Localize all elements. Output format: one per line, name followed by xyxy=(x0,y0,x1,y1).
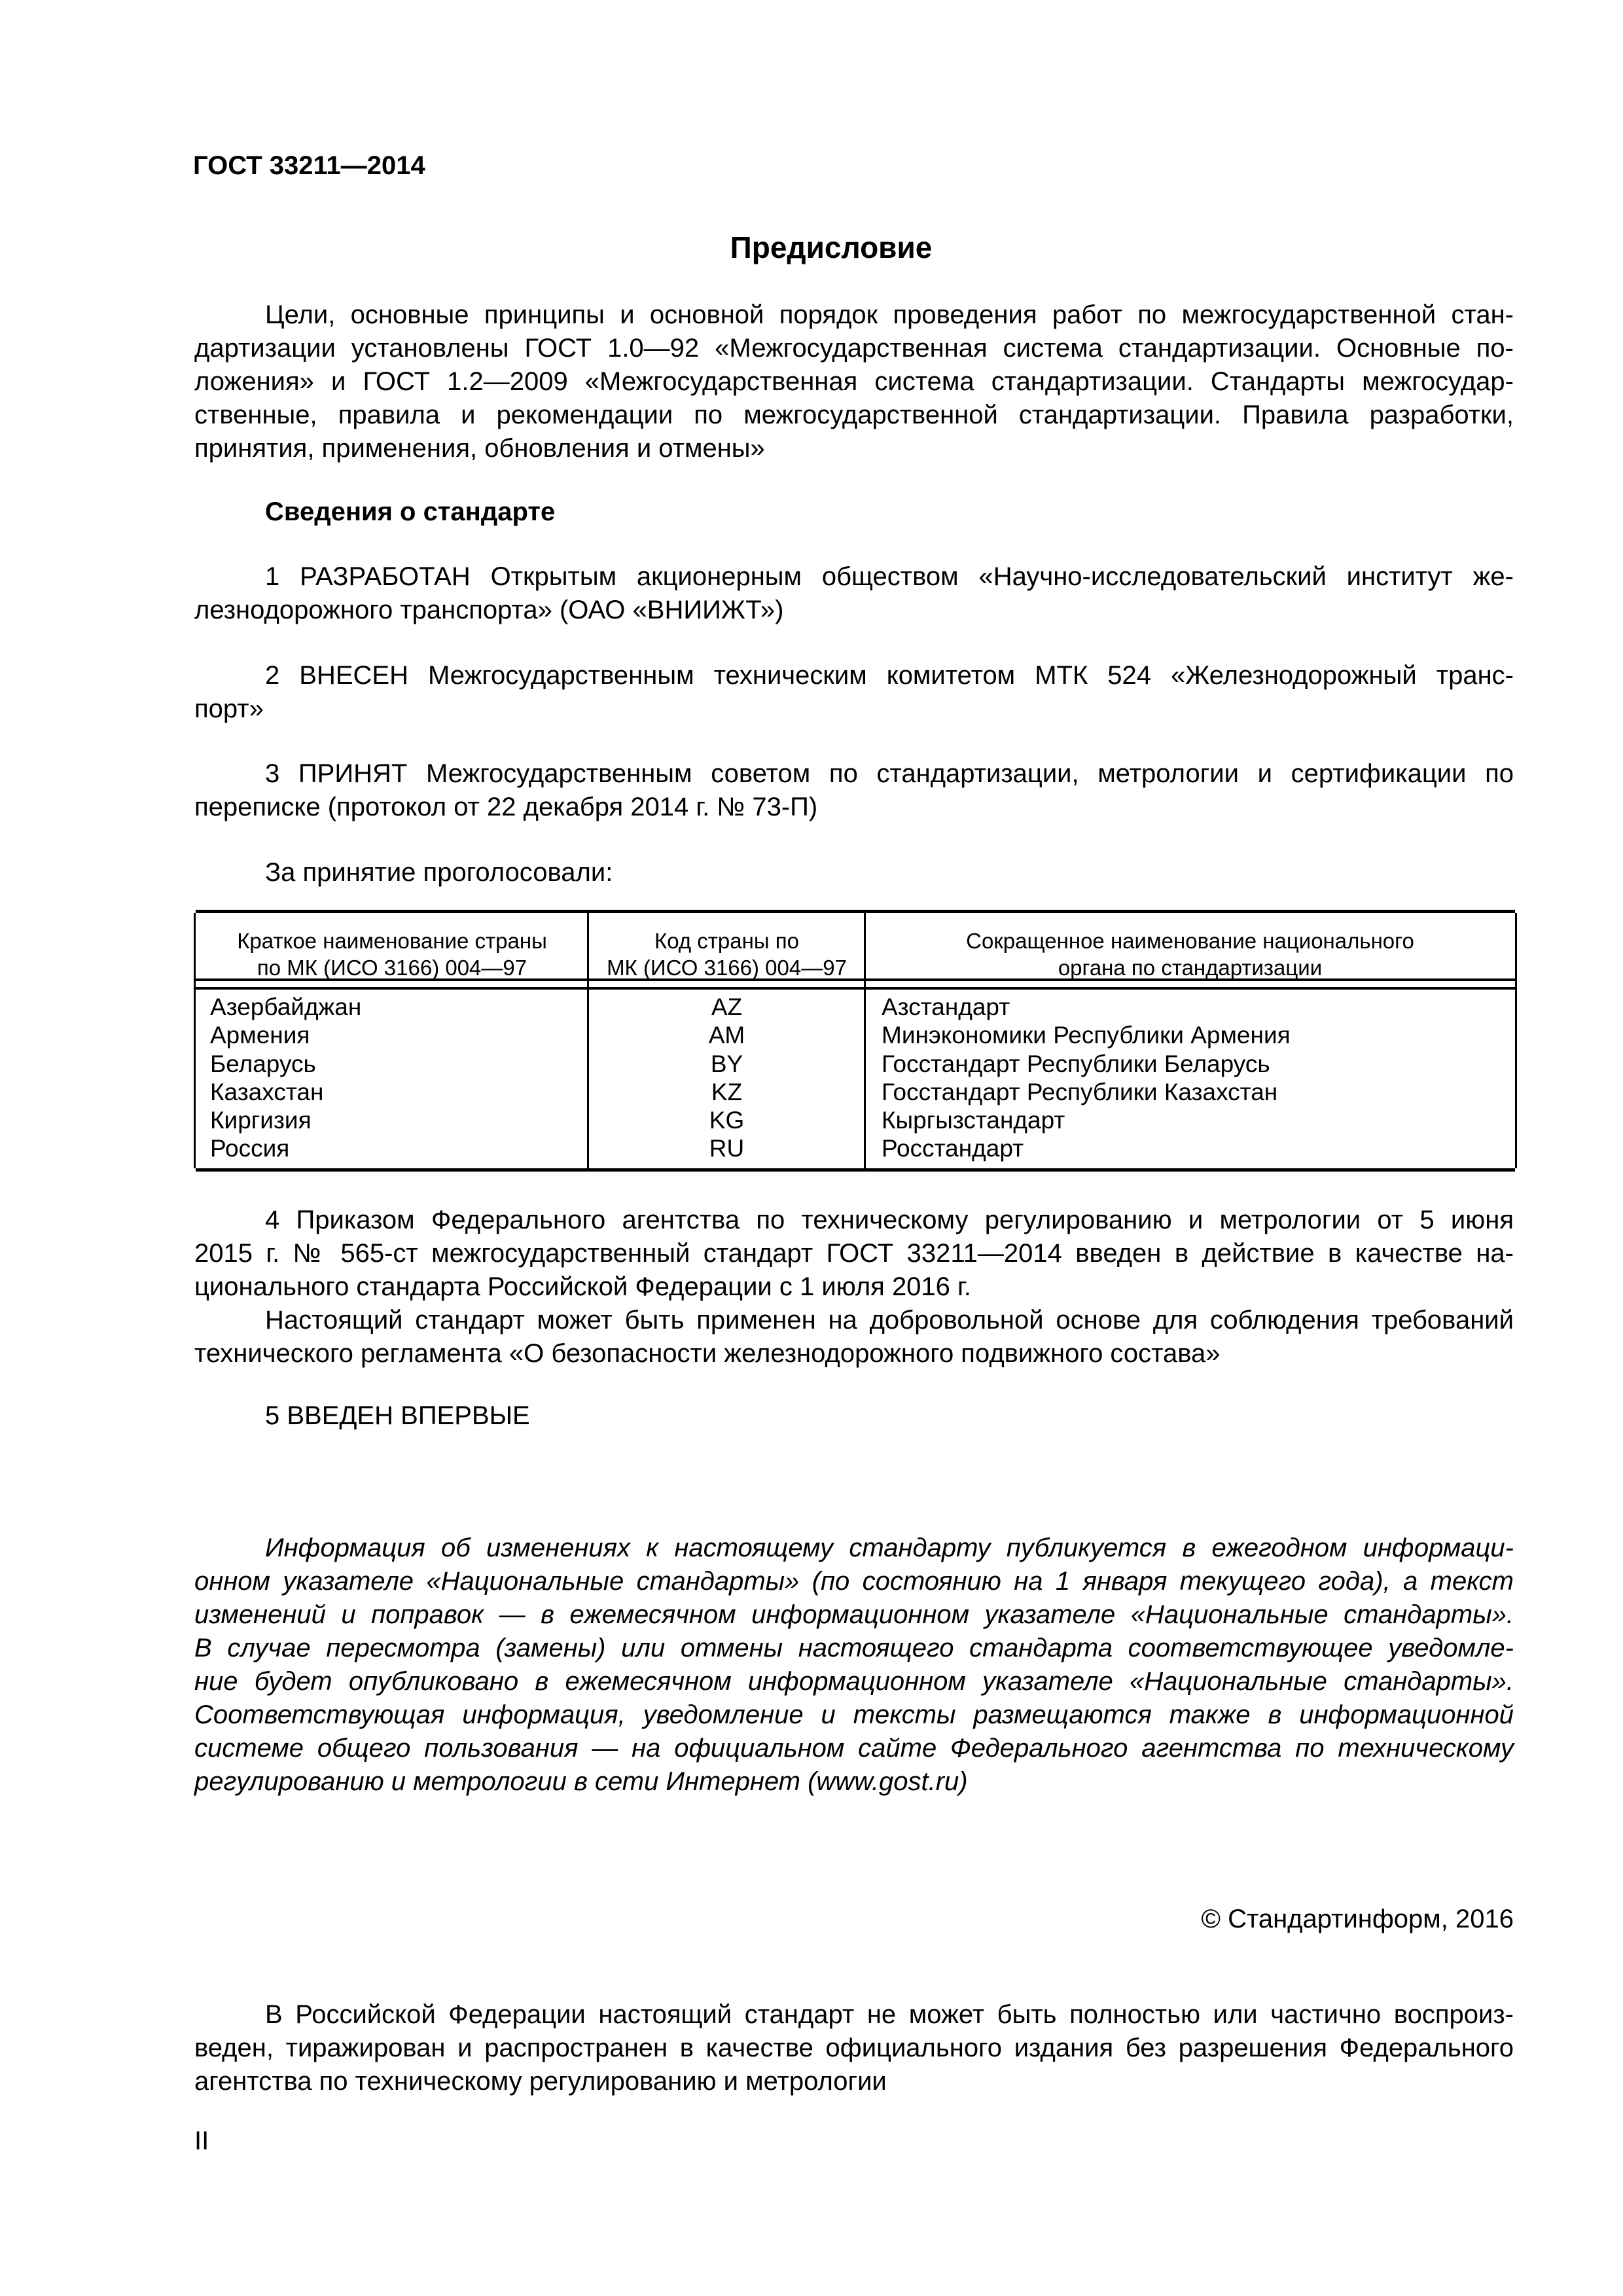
text-line: ционального стандарта Российской Федерации с 1 июля 2016 г. xyxy=(194,1272,971,1301)
info-heading xyxy=(194,495,1514,529)
table-cell: Беларусь xyxy=(210,1050,316,1077)
item-introduced xyxy=(194,659,1514,726)
table-cell: Госстандарт Республики Казахстан xyxy=(882,1078,1278,1105)
text-line: порт» xyxy=(194,694,264,723)
text-line: ние будет опубликовано в ежемесячном информационном указателе «Национальные стандарты». xyxy=(194,1667,1514,1696)
table-cell: AM xyxy=(708,1022,745,1049)
item-first-introduced xyxy=(194,1399,1514,1433)
text-line: В случае пересмотра (замены) или отмены настоящего стандарта соответствующее уведомле- xyxy=(194,1634,1514,1662)
table-cell: Казахстан xyxy=(210,1078,324,1105)
text-line: Цели, основные принципы и основной порядок проведения работ по межгосударственной стан- xyxy=(265,300,1514,329)
copyright xyxy=(194,1903,1514,1936)
text-line: 2 ВНЕСЕН Межгосударственным техническим комитетом МТК 524 «Железнодорожный транс- xyxy=(265,661,1514,690)
table-cell: Минэкономики Республики Армения xyxy=(882,1022,1291,1049)
text-line: переписке (протокол от 22 декабря 2014 г. № 73-П) xyxy=(194,793,818,821)
text-line: 5 ВВЕДЕН ВПЕРВЫЕ xyxy=(265,1401,530,1430)
text-line: изменений и поправок — в ежемесячном информационном указателе «Национальные стандарты». xyxy=(194,1600,1514,1629)
page-title: Предисловие xyxy=(730,230,933,264)
text-line: 3 ПРИНЯТ Межгосударственным советом по стандартизации, метрологии и сертификации по xyxy=(265,759,1514,788)
table-cell: Россия xyxy=(210,1135,290,1162)
copyright-text: © Стандартинформ, 2016 xyxy=(1201,1905,1514,1933)
column-code xyxy=(588,993,865,1163)
column-header-code: Код страны по МК (ИСО 3166) 004—97 xyxy=(607,929,847,980)
page-number: II xyxy=(194,2126,209,2155)
text-line: 2015 г. № 565-ст межгосударственный стандарт ГОСТ 33211—2014 введен в действие в качестве на- xyxy=(194,1239,1514,1268)
table-cell: Армения xyxy=(210,1022,310,1049)
notice-paragraph xyxy=(194,1532,1514,1799)
voting-table xyxy=(196,910,1515,1172)
table-cell: Росстандарт xyxy=(882,1135,1024,1162)
text-line: За принятие проголосовали: xyxy=(265,858,613,887)
text-line: лезнодорожного транспорта» (ОАО «ВНИИЖТ») xyxy=(194,596,784,624)
column-body xyxy=(882,993,1510,1163)
item-enacted xyxy=(194,1204,1514,1371)
text-line: Соответствующая информация, уведомление и тексты размещаются также в информационной xyxy=(194,1700,1514,1729)
table-cell: KG xyxy=(709,1107,745,1134)
text-line: принятия, применения, обновления и отмены» xyxy=(194,434,765,463)
table-cell: Кыргызстандарт xyxy=(882,1107,1065,1134)
text-line: технического регламента «О безопасности железнодорожного подвижного состава» xyxy=(194,1339,1221,1368)
table-cell: RU xyxy=(709,1135,745,1162)
table-cell: KZ xyxy=(711,1078,743,1105)
voted-label xyxy=(194,856,1514,889)
text-line: онном указателе «Национальные стандарты» (по состоянию на 1 января текущего года), а текст xyxy=(194,1567,1514,1596)
column-header-body: Сокращенное наименование национального органа по стандартизации xyxy=(966,929,1414,980)
table-cell: Азербайджан xyxy=(210,994,362,1020)
column-country xyxy=(210,993,583,1163)
table-cell: Азстандарт xyxy=(882,994,1010,1020)
text-line: В Российской Федерации настоящий стандарт не может быть полностью или частично воспроиз- xyxy=(265,2000,1514,2029)
intro-paragraph xyxy=(194,298,1514,465)
text-line: ственные, правила и рекомендации по межгосударственной стандартизации. Правила разработки, xyxy=(194,401,1514,429)
text-line: 4 Приказом Федерального агентства по техническому регулированию и метрологии от 5 июня xyxy=(265,1206,1514,1234)
text-line: Настоящий стандарт может быть применен на добровольной основе для соблюдения требований xyxy=(265,1306,1514,1335)
table-cell: Госстандарт Республики Беларусь xyxy=(882,1050,1270,1077)
item-adopted xyxy=(194,757,1514,824)
text-line: 1 РАЗРАБОТАН Открытым акционерным обществом «Научно-исследовательский институт же- xyxy=(265,562,1514,591)
text-line: Информация об изменениях к настоящему стандарту публикуется в ежегодном информаци- xyxy=(265,1534,1514,1562)
text-line: системе общего пользования — на официальном сайте Федерального агентства по техническому xyxy=(194,1734,1514,1763)
table-cell: Киргизия xyxy=(210,1107,312,1134)
text-line: регулированию и метрологии в сети Интернет (www.gost.ru) xyxy=(194,1767,968,1796)
text-line: веден, тиражирован и распространен в качестве официального издания без разрешения Федерального xyxy=(194,2034,1514,2062)
item-developed xyxy=(194,560,1514,627)
text-line: дартизации установлены ГОСТ 1.0—92 «Межгосударственная система стандартизации. Основные по- xyxy=(194,334,1514,363)
rights-paragraph xyxy=(194,1998,1514,2098)
table-cell: AZ xyxy=(711,994,743,1020)
text-line: агентства по техническому регулированию и метрологии xyxy=(194,2067,887,2096)
info-heading-text: Сведения о стандарте xyxy=(265,497,556,526)
table-cell: BY xyxy=(710,1050,743,1077)
text-line: ложения» и ГОСТ 1.2—2009 «Межгосударственная система стандартизации. Стандарты межгосудар- xyxy=(194,367,1514,396)
document-header: ГОСТ 33211—2014 xyxy=(193,151,425,180)
column-header-country: Краткое наименование страны по МК (ИСО 3166) 004—97 xyxy=(237,929,547,980)
